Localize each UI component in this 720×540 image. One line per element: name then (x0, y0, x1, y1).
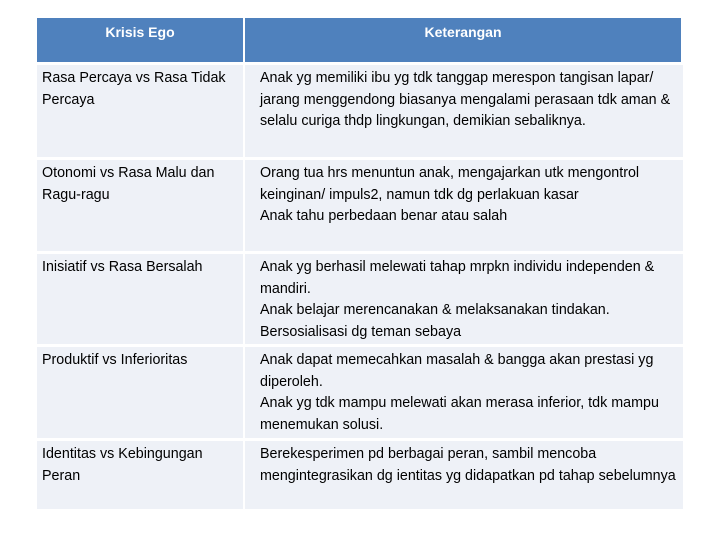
description-line: Berekesperimen pd berbagai peran, sambil mencoba mengintegrasikan dg ientitas yg didapatkan pd tahap sebelumnya (260, 446, 676, 484)
description-cell (245, 344, 683, 438)
header-keterangan: Keterangan (245, 18, 683, 62)
description-cell (245, 251, 683, 344)
crisis-cell: Produktif vs Inferioritas (37, 344, 245, 438)
description-line: Anak tahu perbedaan benar atau salah (260, 208, 508, 224)
description-line: Anak yg memiliki ibu yg tdk tanggap merespon tangisan lapar/ jarang menggendong biasanya mengalami perasaan tdk aman & selalu curiga thdp lingkungan, demikian sebaliknya. (260, 70, 675, 129)
description-cell (245, 157, 683, 251)
description-cell (245, 62, 683, 157)
description-line: Anak belajar merencanakan & melaksanakan tindakan. (260, 302, 610, 318)
description-line: Orang tua hrs menuntun anak, mengajarkan utk mengontrol keinginan/ impuls2, namun tdk dg perlakuan kasar (260, 165, 644, 203)
description-line: Bersosialisasi dg teman sebaya (260, 323, 462, 340)
ego-crisis-table (37, 18, 683, 509)
description-line: Anak yg berhasil melewati tahap mrpkn individu independen & mandiri. (260, 259, 659, 297)
crisis-cell: Inisiatif vs Rasa Bersalah (37, 251, 245, 344)
crisis-cell: Identitas vs Kebingungan Peran (37, 438, 245, 509)
description-cell (245, 438, 683, 509)
description-line: Anak dapat memecahkan masalah & bangga akan prestasi yg diperoleh. (260, 352, 658, 390)
description-line: Anak yg tdk mampu melewati akan merasa inferior, tdk mampu menemukan solusi. (260, 395, 663, 433)
header-krisis-ego: Krisis Ego (37, 18, 245, 62)
crisis-cell: Rasa Percaya vs Rasa Tidak Percaya (37, 62, 245, 157)
crisis-cell: Otonomi vs Rasa Malu dan Ragu-ragu (37, 157, 245, 251)
